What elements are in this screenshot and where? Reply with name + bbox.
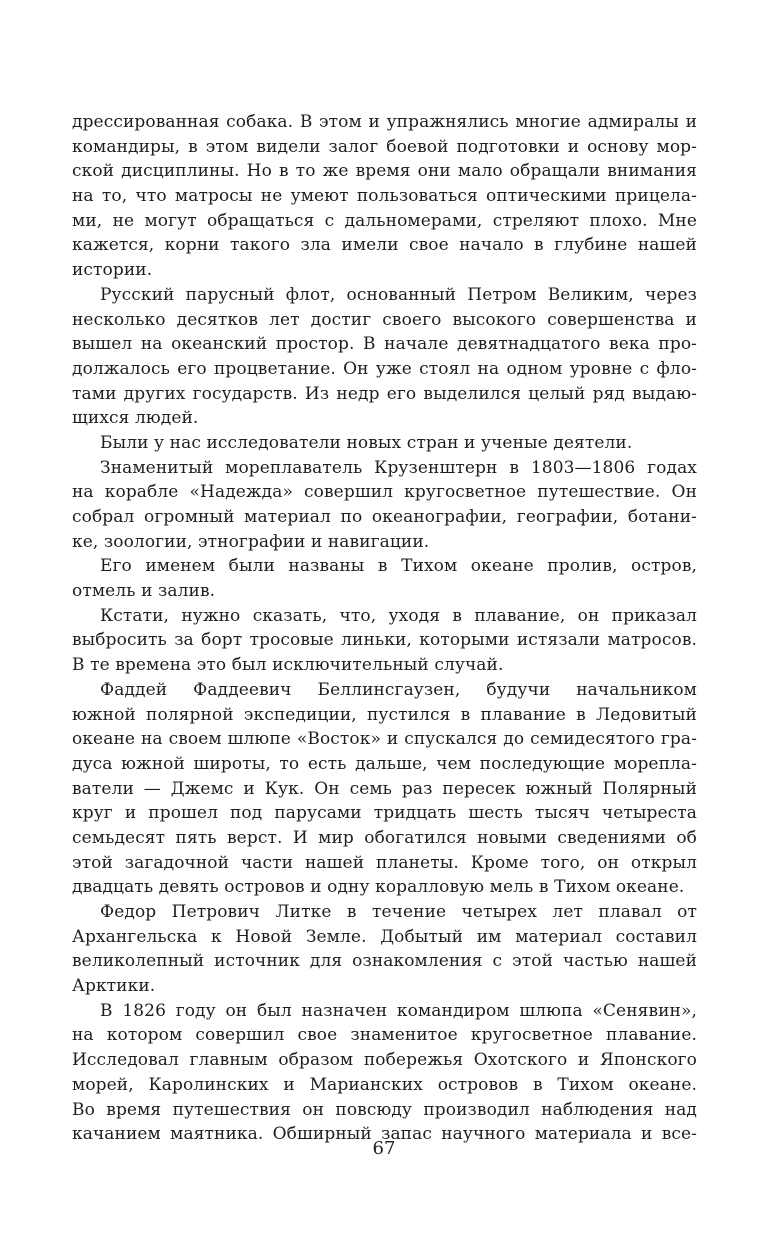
text-line: щихся людей. [72, 408, 199, 429]
text-line: на то, что матросы не умеют пользоваться оптическими прицела- [72, 186, 697, 207]
text-line: океане на своем шлюпе «Восток» и спускался до семидесятого гра- [72, 729, 697, 750]
text-line: Русский парусный флот, основанный Петром Великим, через [100, 284, 697, 305]
text-line: Арктики. [72, 976, 156, 997]
text-line: командиры, в этом видели залог боевой подготовки и основу мор- [72, 136, 697, 157]
text-line: ке, зоологии, этнографии и навигации. [72, 531, 430, 552]
text-line: дрессированная собака. В этом и упражнялись многие адмиралы и [72, 112, 697, 132]
text-line: семьдесят пять верст. И мир обогатился новыми сведениями об [72, 827, 697, 848]
text-line: Кстати, нужно сказать, что, уходя в плавание, он приказал [100, 605, 697, 626]
text-line: Фаддей Фаддеевич Беллинсгаузен, будучи начальником [100, 679, 697, 700]
text-line: собрал огромный материал по океанографии, географии, ботани- [72, 507, 697, 527]
text-line: выбросить за борт тросовые линьки, которыми истязали матросов. [72, 630, 697, 651]
text-line: тами других государств. Из недр его выделился целый ряд выдаю- [72, 383, 697, 404]
body-text [72, 110, 697, 1147]
text-line: В 1826 году он был назначен командиром шлюпа «Сенявин», [100, 1000, 697, 1021]
text-line: этой загадочной части нашей планеты. Кроме того, он открыл [72, 852, 697, 873]
text-line: Исследовал главным образом побережья Охотского и Японского [72, 1050, 697, 1071]
text-line: Архангельска к Новой Земле. Добытый им материал составил [72, 926, 697, 947]
text-line: ской дисциплины. Но в то же время они мало обращали внимания [72, 161, 697, 182]
text-line: ватели — Джемс и Кук. Он семь раз пересек южный Полярный [72, 778, 697, 799]
text-line: В те времена это был исключительный случай. [72, 655, 504, 676]
text-line: ми, не могут обращаться с дальномерами, стреляют плохо. Мне [72, 210, 697, 231]
text-line: Федор Петрович Литке в течение четырех лет плавал от [100, 902, 697, 922]
text-line: на корабле «Надежда» совершил кругосветное путешествие. Он [72, 482, 697, 503]
page-number: 67 [372, 1138, 396, 1159]
text-line: двадцать девять островов и одну коралловую мель в Тихом океане. [72, 877, 685, 898]
text-line: должалось его процветание. Он уже стоял на одном уровне с фло- [72, 358, 697, 379]
text-line: отмель и залив. [72, 581, 216, 602]
text-line: вышел на океанский простор. В начале девятнадцатого века про- [72, 334, 697, 355]
text-line: круг и прошел под парусами тридцать шесть тысяч четыреста [72, 803, 697, 824]
text-line: Во время путешествия он повсюду производил наблюдения над [72, 1099, 697, 1120]
text-line: Были у нас исследователи новых стран и ученые деятели. [100, 432, 633, 453]
text-line: Его именем были названы в Тихом океане пролив, остров, [100, 556, 697, 577]
text-line: качанием маятника. Обширный запас научного материала и все- [72, 1124, 697, 1145]
text-line: великолепный источник для ознакомления с этой частью нашей [72, 951, 697, 972]
text-line: южной полярной экспедиции, пустился в плавание в Ледовитый [72, 704, 697, 725]
text-line: истории. [72, 260, 153, 281]
text-line: на котором совершил свое знаменитое кругосветное плавание. [72, 1025, 697, 1046]
text-line: кажется, корни такого зла имели свое начало в глубине нашей [72, 235, 697, 256]
text-line: Знаменитый мореплаватель Крузенштерн в 1803—1806 годах [100, 457, 697, 478]
text-line: морей, Каролинских и Марианских островов в Тихом океане. [72, 1074, 697, 1095]
text-line: несколько десятков лет достиг своего высокого совершенства и [72, 309, 697, 330]
text-line: дуса южной широты, то есть дальше, чем последующие морепла- [72, 753, 697, 774]
